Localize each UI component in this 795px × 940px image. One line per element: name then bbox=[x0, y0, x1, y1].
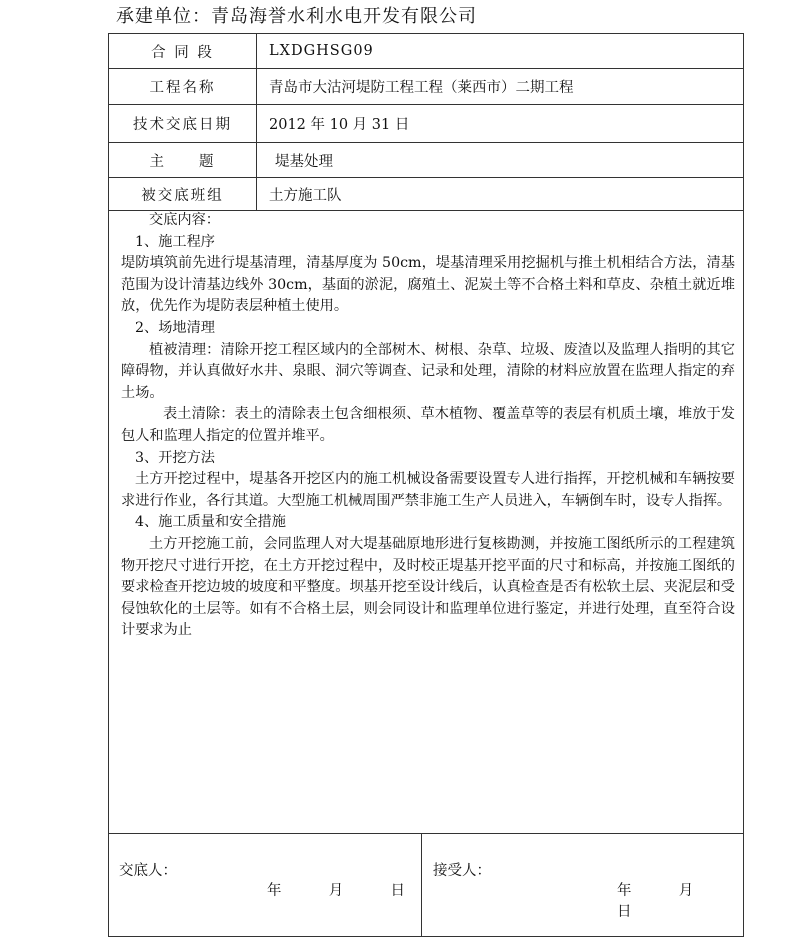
content-intro: 交底内容： bbox=[149, 212, 220, 228]
project-value: 青岛市大沽河堤防工程工程（莱西市）二期工程 bbox=[269, 80, 574, 96]
discloser-date bbox=[267, 879, 405, 900]
date-row bbox=[109, 105, 743, 143]
discloser-label: 交底人： bbox=[119, 863, 177, 879]
receiver-month: 月 bbox=[678, 883, 694, 899]
section-1-title: 1、施工程序 bbox=[135, 233, 215, 250]
section-3-title: 3、开挖方法 bbox=[135, 449, 215, 466]
signature-area bbox=[109, 833, 743, 937]
receiver-date bbox=[617, 879, 743, 921]
discloser-month: 月 bbox=[328, 883, 344, 899]
section-2-topsoil: 表土清除：表土的清除表土包含细根须、草木植物、覆盖草等的表层有机质土壤，堆放于发包人和监理人指定的位置并堆平。 bbox=[121, 406, 735, 444]
contract-label: 合 同 段 bbox=[109, 34, 257, 68]
date-value: 2012 年 10 月 31 日 bbox=[269, 117, 410, 133]
section-2-title: 2、场地清理 bbox=[135, 319, 215, 336]
section-3-body: 土方开挖过程中，堤基各开挖区内的施工机械设备需要设置专人进行指挥，开挖机械和车辆按要求进行作业，各行其道。大型施工机械周围严禁非施工生产人员进入，车辆倒车时，设专人指挥。 bbox=[121, 471, 735, 509]
team-row bbox=[109, 178, 743, 211]
discloser-year: 年 bbox=[267, 883, 282, 899]
signature-divider bbox=[421, 834, 422, 937]
section-4-title: 4、施工质量和安全措施 bbox=[135, 514, 286, 531]
team-value: 土方施工队 bbox=[269, 187, 342, 204]
date-label: 技术交底日期 bbox=[109, 105, 257, 142]
topic-row bbox=[109, 143, 743, 178]
receiver-day: 日 bbox=[617, 904, 632, 920]
receiver-label: 接受人： bbox=[433, 863, 491, 879]
disclosure-content bbox=[121, 210, 735, 642]
section-2-vegetation: 植被清理：清除开挖工程区域内的全部树木、树根、杂草、垃圾、废渣以及监理人指明的其它障碍物，并认真做好水井、泉眼、洞穴等调查、记录和处理，清除的材料应放置在监理人指定的弃土场。 bbox=[121, 341, 735, 401]
section-1-body: 堤防填筑前先进行堤基清理，清基厚度为 50cm，堤基清理采用挖掘机与推土机相结合方法，清基范围为设计清基边线外 30cm，基面的淤泥，腐殖土、泥炭土等不合格土料和草皮、杂植土就近堆放，优先作为堤防表层种植土使用。 bbox=[121, 255, 735, 315]
project-row bbox=[109, 69, 743, 105]
construction-unit-header: 承建单位：青岛海誉水利水电开发有限公司 bbox=[116, 6, 477, 27]
receiver-year: 年 bbox=[617, 883, 632, 899]
contract-row bbox=[109, 34, 743, 69]
disclosure-form bbox=[108, 33, 744, 937]
project-label: 工程名称 bbox=[109, 69, 257, 104]
section-4-body: 土方开挖施工前，会同监理人对大堤基础原地形进行复核勘测，并按施工图纸所示的工程建筑物开挖尺寸进行开挖，在土方开挖过程中，及时校正堤基开挖平面的尺寸和标高，并按施工图纸的要求检查开挖边坡的坡度和平整度。坝基开挖至设计线后，认真检查是否有松软土层、夹泥层和受侵蚀软化的土层等。如有不合格土层，则会同设计和监理单位进行鉴定，并进行处理，直至符合设计要求为止 bbox=[121, 535, 735, 639]
team-label: 被交底班组 bbox=[109, 178, 257, 210]
discloser-day: 日 bbox=[390, 883, 405, 899]
contract-value: LXDGHSG09 bbox=[269, 43, 374, 59]
topic-label: 主 题 bbox=[109, 143, 257, 177]
topic-value: 堤基处理 bbox=[275, 153, 333, 170]
